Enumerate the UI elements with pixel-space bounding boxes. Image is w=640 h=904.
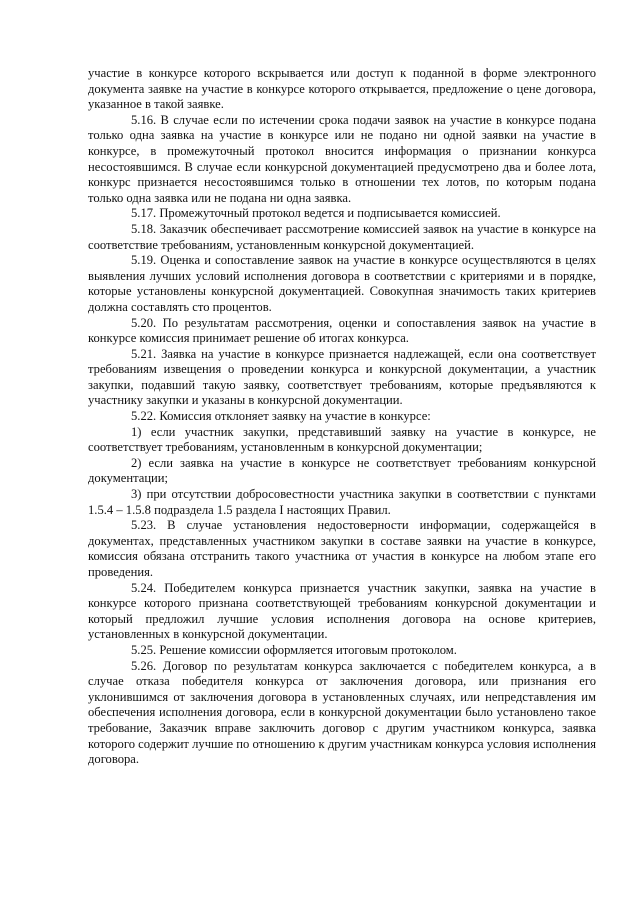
paragraph-5-22: 5.22. Комиссия отклоняет заявку на участие в конкурсе: <box>131 409 431 424</box>
paragraph-continuation: участие в конкурсе которого вскрывается или доступ к поданной в форме электронного документа заявке на участие в конкурсе которого открывается, предложение о цене договора, указанное в такой заявке. <box>88 66 596 112</box>
list-item-3: 3) при отсутствии добросовестности участника закупки в соответствии с пунктами 1.5.4 – 1.5.8 подраздела 1.5 раздела I настоящих Правил. <box>88 487 596 517</box>
list-item-2: 2) если заявка на участие в конкурсе не соответствует требованиям конкурсной документации; <box>88 455 596 486</box>
paragraph-5-17: 5.17. Промежуточный протокол ведется и подписывается комиссией. <box>131 206 501 221</box>
paragraph-5-24: 5.24. Победителем конкурса признается участник закупки, заявка на участие в конкурсе которого признана соответствующей требованиям конкурсной документации и который предложил лучшие условия исполнения договора на основе критериев, установленных в конкурсной документации. <box>88 580 596 642</box>
paragraph-5-19: 5.19. Оценка и сопоставление заявок на участие в конкурсе осуществляются в целях выявления лучших условий исполнения договора в соответствии с критериями и в порядке, которые установлены конкурсной документацией. Совокупная значимость таких критериев должна составлять сто процентов. <box>88 253 596 314</box>
paragraph-5-18: 5.18. Заказчик обеспечивает рассмотрение комиссией заявок на участие в конкурсе на соответствие требованиям, установленным конкурсной документацией. <box>88 221 596 252</box>
paragraph-5-25: 5.25. Решение комиссии оформляется итоговым протоколом. <box>131 642 457 657</box>
paragraph-5-20: 5.20. По результатам рассмотрения, оценки и сопоставления заявок на участие в конкурсе комиссия принимает решение об итогах конкурса. <box>88 315 596 346</box>
paragraph-5-21: 5.21. Заявка на участие в конкурсе признается надлежащей, если она соответствует требованиям извещения о проведении конкурса и конкурсной документации, а участник закупки, подавший такую заявку, соответствует требованиям, которые предъявляются к участнику закупки и указаны в конкурсной документации. <box>88 346 596 408</box>
paragraph-5-26: 5.26. Договор по результатам конкурса заключается с победителем конкурса, а в случае отказа победителя конкурса от заключения договора, или признания его уклонившимся от заключения договора в установленных случаях, или непредставления им обеспечения исполнения договора, если в конкурсной документации было установлено такое требование, Заказчик вправе заключить договор с другим участником конкурса, заявка которого содержит лучшие по отношению к другим участникам конкурса условия исполнения договора. <box>88 658 596 767</box>
list-item-1: 1) если участник закупки, представивший заявку на участие в конкурсе, не соответствует требованиям, установленным в конкурсной документации; <box>88 424 596 455</box>
paragraph-5-23: 5.23. В случае установления недостоверности информации, содержащейся в документах, представленных участником закупки в составе заявки на участие в конкурсе, комиссия обязана отстранить такого участника от участия в конкурсе на любом этапе его проведения. <box>88 518 596 579</box>
paragraph-5-16: 5.16. В случае если по истечении срока подачи заявок на участие в конкурсе подана только одна заявка на участие в конкурсе или не подано ни одной заявки на участие в конкурсе, в промежуточный протокол вносится информация о признании конкурса несостоявшимся. В случае если конкурсной документацией предусмотрено два и более лота, конкурс признается несостоявшимся только в отношении тех лотов, по которым подана только одна заявка или не подана ни одна заявка. <box>88 112 596 205</box>
document-page <box>88 66 596 768</box>
